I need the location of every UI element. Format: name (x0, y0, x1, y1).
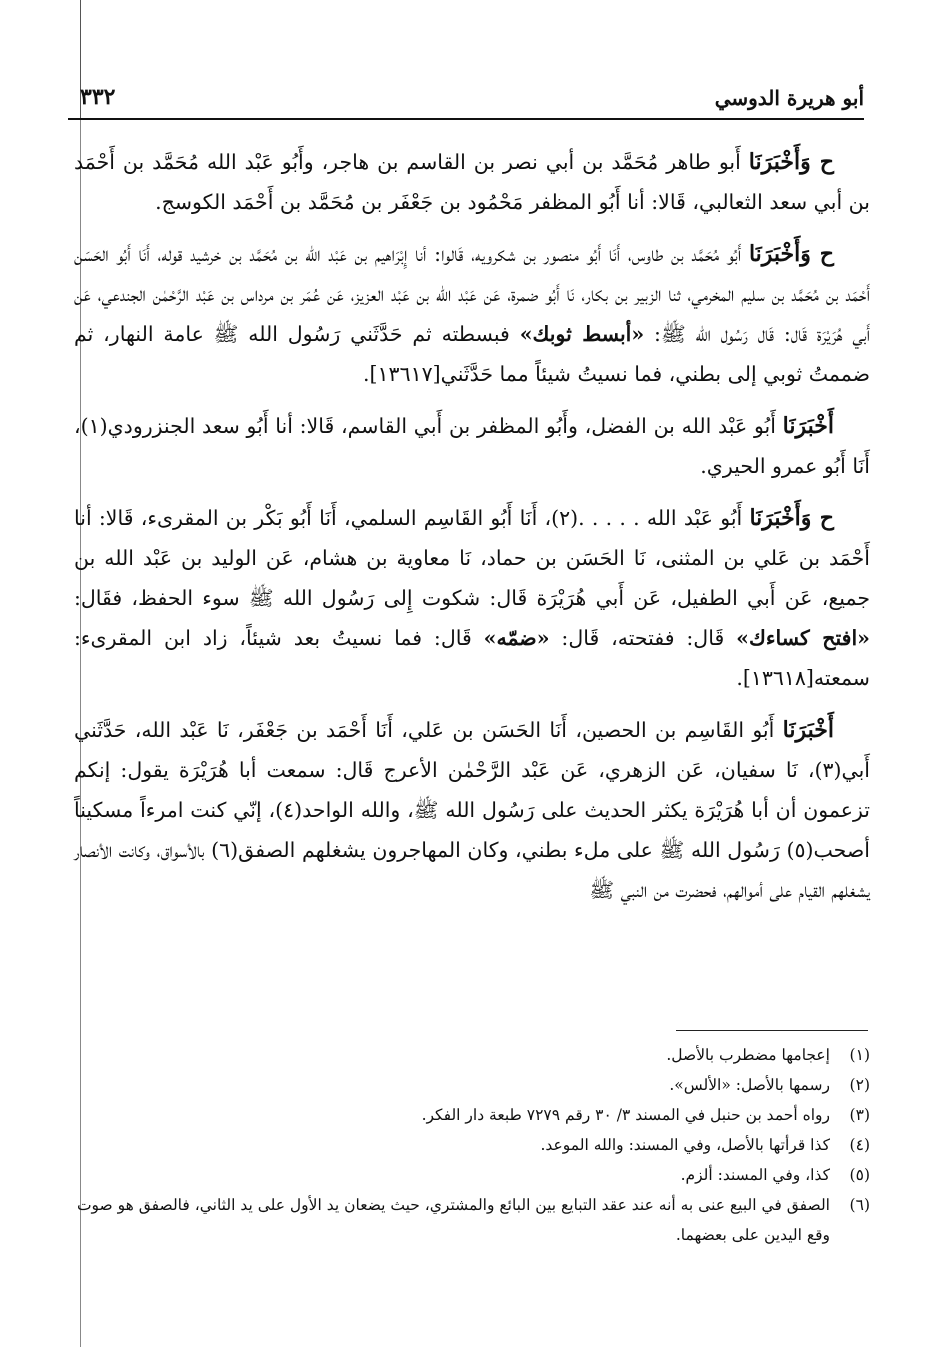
footnote (74, 1160, 870, 1190)
paragraph-text: أَبو طاهر مُحَمَّد بن أبي نصر بن القاسم بن هاجر، وأَبُو عَبْد الله مُحَمَّد بن أَحْمَد بن أبي سعد الثعالبي، قَالا: أنا أَبُو المظفر مَحْمُود بن جَعْفَر بن مُحَمَّد بن أَحْمَد الكوسج. (74, 150, 870, 214)
footnote-number: (٤) (849, 1136, 870, 1154)
hadith-quote: «أبسط ثوبك» (519, 322, 645, 346)
footnotes (74, 1040, 870, 1250)
page-header (68, 82, 864, 118)
footnote (74, 1100, 870, 1130)
footnote-text: رسمها بالأصل: «الألس». (669, 1076, 830, 1094)
footnote-separator (676, 1030, 868, 1031)
footnote-number: (٦) (849, 1196, 870, 1214)
footnote-number: (٢) (849, 1076, 870, 1094)
paragraph-lead: أَخْبَرَنَا (782, 717, 834, 743)
paragraph (74, 142, 870, 222)
paragraph (74, 234, 870, 394)
paragraph-text: قَال: ففتحته، قَال: (549, 626, 737, 650)
paragraph (74, 406, 870, 486)
footnote-text: كذا قرأتها بالأصل، وفي المسند: والله الموعد. (540, 1136, 830, 1154)
paragraph (74, 710, 870, 910)
paragraph-lead: أَخْبَرَنَا (782, 413, 834, 439)
footnote (74, 1130, 870, 1160)
footnote-text: إعجامها مضطرب بالأصل. (666, 1046, 830, 1064)
paragraph-text: أَبُو القَاسِم بن الحصين، أَنَا الحَسَن بن عَلي، أَنَا أَحْمَد بن جَعْفَر، نَا عَبْد الله، حَدَّثَني أَبي (74, 718, 870, 782)
paragraph-text: ، نَا سفيان، عَن الزهري، عَن عَبْد الرَّحْمٰن الأعرج قَال: سمعت أبا هُرَيْرَة يقول: إنكم تزعمون أن أبا هُرَيْرَة يكثر الحديث على رَسُول الله ﷺ، والله الواحد (74, 758, 870, 822)
footnote-text: رواه أحمد بن حنبل في المسند ٣/ ٣٠ رقم ٧٢٧٩ طبعة دار الفكر. (421, 1106, 830, 1124)
paragraph-text: أَبُو مُحَمَّد بن طاوس، أَنَا أَبُو منصور بن شكرويه، قَالوا: أنا إِبْرَاهيم بن عَبْد الله بن مُحَمَّد بن خرشيد قوله، أَنَا أَبُو الحَسَن أَحْمَد بن مُحَمَّد بن سليم المخرمي، ثنا الزبير بن بكار، نَا أَبُو ضمرة، عَن عَبْد الله بن عَبْد العزيز، عَن عُمَر بن مرداس بن عَبْد الرَّحْمٰن الجندعي، عَن أَبي هُرَيْرَة قَال: قَال رَسُول الله ﷺ: (74, 242, 871, 346)
paragraph-text: ، إنّي كنت امرءاً مسكيناً أصحب (74, 798, 870, 862)
paragraph-text: قَال: فما نسيتُ بعد شيئاً، زاد ابن المقرىء: سمعته (74, 626, 870, 690)
running-title: أبو هريرة الدوسي (714, 86, 864, 110)
paragraph-text: ، أَنَا أَبُو عمرو الحيري. (74, 414, 870, 478)
footnote-marker: (٣) (814, 758, 842, 782)
paragraph-text: أَبُو عَبْد الله بن الفضل، وأَبُو المظفر بن أَبي القاسم، قَالا: أنا أَبُو سعد الجنزرودي (107, 414, 783, 438)
paragraph (74, 498, 870, 698)
paragraph-lead: ح وَأَخْبَرَنَا (749, 505, 834, 531)
footnote-number: (٥) (849, 1166, 870, 1184)
footnote-text: كذا، وفي المسند: ألزم. (680, 1166, 830, 1184)
paragraph-text: ، أَنَا أَبُو القَاسِم السلمي، أَنَا أَبُو بَكْر بن المقرىء، قَالا: أنا أَحْمَد بن عَلي بن المثنى، نَا الحَسَن بن حماد، نَا معاوية بن هشام، عَن الوليد بن عَبْد الله بن جميع، عَن أَبي الطفيل، عَن أَبي هُرَيْرَة قَال: شكوت إِلى رَسُول الله ﷺ سوء الحفظ، فقَال: (74, 506, 870, 610)
footnote (74, 1040, 870, 1070)
footnote-marker: (٦) (211, 838, 239, 862)
footnote (74, 1070, 870, 1100)
paragraph-text: بالأسواق، وكانت الأنصار يشغلهم القيام على أموالهم، فحضرت من النبي ﷺ (74, 838, 870, 902)
page-number: ٣٣٢ (80, 84, 116, 110)
header-rule (68, 118, 864, 120)
footnote-marker: (١) (80, 414, 108, 438)
main-text (74, 142, 870, 922)
reference-number: [١٣٦١٨]. (736, 666, 814, 690)
paragraph-text: فبسطته ثم حَدَّثَني رَسُول الله ﷺ عامة النهار، ثم ضممتُ ثوبي إلى بطني، فما نسيتُ شيئاً مما حَدَّثَني (74, 322, 870, 386)
hadith-quote: «ضمّه» (483, 626, 550, 650)
paragraph-lead: ح وَأَخْبَرَنَا (748, 149, 834, 175)
footnote-marker: (٤) (275, 798, 303, 822)
footnote-marker: (٥) (786, 838, 814, 862)
footnote-number: (٣) (849, 1106, 870, 1124)
paragraph-text: رَسُول الله ﷺ على ملء بطني، وكان المهاجرون يشغلهم الصفق (238, 838, 787, 862)
footnote (74, 1190, 870, 1250)
paragraph-lead: ح وَأَخْبَرَنَا (748, 241, 834, 267)
footnote-text: الصفق في البيع عنى به أنه عند عقد التبايع بين البائع والمشتري، حيث يضعان يد الأول على يد الثاني، فالصفق هو صوت وقع اليدين على بعضهما. (76, 1196, 830, 1244)
footnote-number: (١) (849, 1046, 870, 1064)
reference-number: [١٣٦١٧]. (363, 362, 441, 386)
footnote-marker: (٢) (551, 506, 579, 530)
hadith-quote: «افتح كساءك» (736, 626, 870, 650)
paragraph-text: أَبُو عَبْد الله . . . . . (578, 506, 750, 530)
